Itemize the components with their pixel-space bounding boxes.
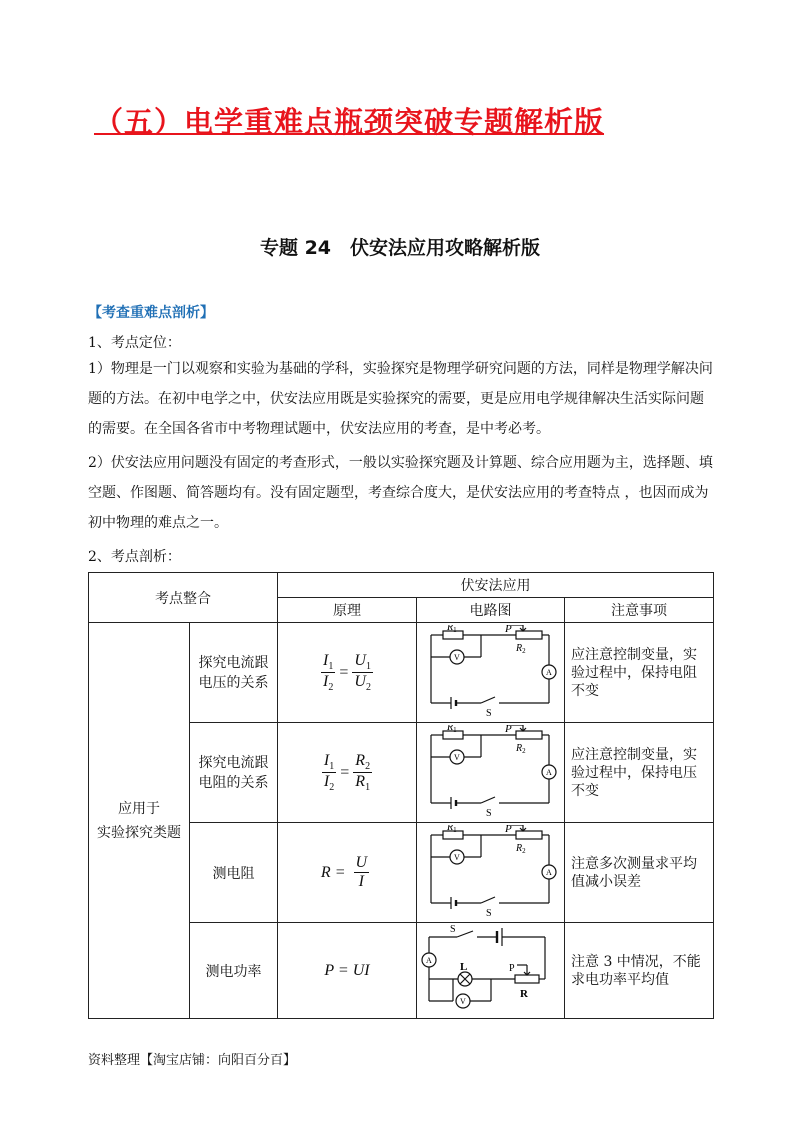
svg-text:R1: $R_1$ — [446, 724, 457, 734]
principle-formula: $\frac{I_1}{I_2}$ = $\frac{R_2}{R_1}$ — [278, 723, 417, 823]
circuit-diagram — [417, 823, 565, 923]
svg-text:P: P — [504, 824, 512, 835]
svg-text:R2: $R_2$ — [515, 642, 526, 655]
svg-text:R1: $R_1$ — [446, 624, 457, 634]
point1-heading: 1、考点定位： — [88, 335, 181, 351]
row-name: 探究电流跟电压的关系 — [190, 623, 278, 723]
row-name: 测电功率 — [190, 923, 278, 1019]
svg-text:V: V — [453, 752, 460, 762]
circuit-diagram — [417, 923, 565, 1019]
svg-text:A: A — [545, 767, 552, 777]
svg-text:P: P — [504, 624, 512, 635]
principle-formula: R = $\frac{U}{I}$ — [278, 823, 417, 923]
analysis-table — [88, 572, 714, 1019]
main-title: （五）电学重难点瓶颈突破专题解析版 — [94, 105, 605, 139]
header-left: 考点整合 — [89, 573, 278, 623]
circuit-svg — [421, 925, 561, 1013]
principle-formula: P = UI — [278, 923, 417, 1019]
svg-text:L: L — [459, 960, 467, 973]
circuit-svg — [421, 825, 561, 917]
circuit-diagram — [417, 623, 565, 723]
svg-text:A: A — [425, 955, 432, 965]
footer: 资料整理【淘宝店铺：向阳百分百】 — [88, 1053, 297, 1068]
category-cell: 应用于 实验探究类题 — [89, 623, 190, 1019]
svg-text:R2: $R_2$ — [515, 742, 526, 755]
svg-text:S: S — [485, 807, 492, 817]
sub-title: 专题 24 伏安法应用攻略解析版 — [259, 237, 541, 259]
svg-text:S: S — [485, 907, 492, 917]
paragraph-1: 1）物理是一门以观察和实验为基础的学科，实验探究是物理学研究问题的方法，同样是物理学解决问题的方法。在初中电学之中，伏安法应用既是实验探究的需要，更是应用电学规律解决生活实际问题的需要。在全国各省市中考物理试题中，伏安法应用的考查，是中考必考。 — [88, 361, 713, 437]
principle-formula: $\frac{I_1}{I_2}$ = $\frac{U_1}{U_2}$ — [278, 623, 417, 723]
row-note: 应注意控制变量，实验过程中，保持电阻不变 — [565, 623, 714, 723]
circuit-svg — [421, 725, 561, 817]
row-name: 测电阻 — [190, 823, 278, 923]
point2-heading: 2、考点剖析： — [88, 549, 181, 565]
circuit-svg — [421, 625, 561, 717]
row-note: 注意 3 中情况，不能求电功率平均值 — [565, 923, 714, 1019]
row-note: 注意多次测量求平均值减小误差 — [565, 823, 714, 923]
paragraph-2: 2）伏安法应用问题没有固定的考查形式，一般以实验探究题及计算题、综合应用题为主，选择题、填空题、作图题、简答题均有。没有固定题型，考查综合度大，是伏安法应用的考查特点 ，也因而成为初中物理的难点之一。 — [88, 455, 713, 531]
svg-text:V: V — [459, 996, 466, 1006]
col-notes: 注意事项 — [565, 598, 714, 623]
col-principle: 原理 — [278, 598, 417, 623]
svg-text:A: A — [545, 867, 552, 877]
svg-text:R: R — [519, 987, 528, 1000]
row-name: 探究电流跟电阻的关系 — [190, 723, 278, 823]
svg-text:S: S — [449, 924, 456, 935]
table-row — [89, 623, 714, 723]
header-group: 伏安法应用 — [278, 573, 714, 598]
row-note: 应注意控制变量，实验过程中，保持电压不变 — [565, 723, 714, 823]
circuit-diagram — [417, 723, 565, 823]
section-heading: 【考查重难点剖析】 — [88, 305, 214, 321]
svg-text:V: V — [453, 852, 460, 862]
svg-text:R2: $R_2$ — [515, 842, 526, 855]
svg-text:S: S — [485, 707, 492, 717]
svg-text:A: A — [545, 667, 552, 677]
svg-text:P: P — [508, 962, 515, 974]
svg-text:P: P — [504, 724, 512, 735]
svg-text:R1: $R_1$ — [446, 824, 457, 834]
col-circuit: 电路图 — [417, 598, 565, 623]
svg-text:V: V — [453, 652, 460, 662]
